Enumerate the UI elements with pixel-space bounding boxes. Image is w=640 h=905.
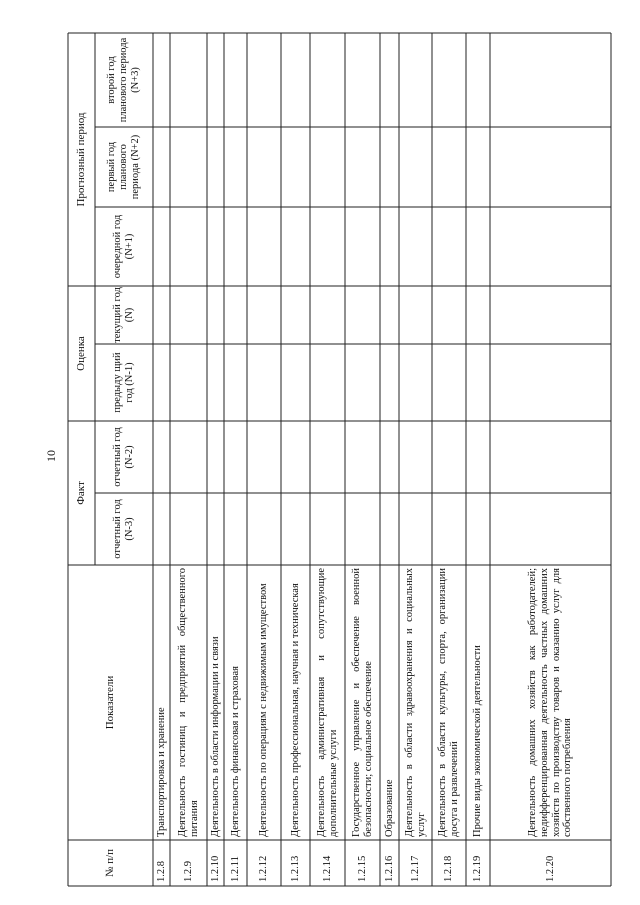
header-estimate: Оценка — [75, 336, 88, 371]
row-label: Деятельность в области информации и связи — [209, 636, 221, 837]
header-number: № п/п — [104, 848, 117, 878]
row-label: Деятельность финансовая и страховая — [229, 666, 241, 837]
row-number: 1.2.13 — [289, 855, 301, 882]
row-label: Деятельность домашних хозяйств как работодателей; недифференцированная деятельность частных домашних хозяйств по производству товаров и оказанию услуг для собственного потребления — [527, 568, 574, 837]
row-label: Деятельность административная и сопутствующие дополнительные услуги — [315, 568, 339, 837]
row-number: 1.2.19 — [472, 855, 484, 882]
row-label: Деятельность гостиниц и предприятий общественного питания — [176, 568, 200, 837]
row-number: 1.2.18 — [443, 855, 455, 882]
row-number: 1.2.8 — [155, 861, 167, 882]
header-fact: Факт — [75, 481, 88, 505]
row-number: 1.2.14 — [321, 855, 333, 882]
header-forecast: Прогнозный период — [75, 112, 88, 207]
header-period-4: текущий год (N) — [112, 287, 135, 343]
header-period-5: очередной год (N+1) — [112, 214, 135, 279]
header-period-6: первый год планового периода (N+2) — [106, 134, 141, 200]
row-number: 1.2.20 — [544, 855, 556, 882]
row-label: Деятельность в области культуры, спорта, организации досуга и развлечений — [437, 568, 460, 837]
row-number: 1.2.9 — [182, 861, 194, 882]
header-period-1: отчетный год (N-3) — [112, 499, 135, 559]
row-label: Прочие виды экономической деятельности — [472, 645, 484, 837]
row-label: Деятельность профессиональная, научная и техническая — [289, 583, 301, 837]
row-number: 1.2.16 — [383, 855, 395, 882]
page-number: 10 — [44, 450, 58, 462]
row-number: 1.2.15 — [356, 855, 368, 882]
row-number: 1.2.10 — [209, 855, 221, 882]
row-number: 1.2.11 — [229, 856, 241, 882]
header-indicators: Показатели — [104, 675, 117, 730]
row-number: 1.2.17 — [409, 855, 421, 882]
header-period-7: второй год планового периода (N+3) — [106, 37, 141, 123]
header-period-2: отчетный год (N-2) — [112, 427, 135, 487]
row-number: 1.2.12 — [258, 855, 270, 882]
row-label: Деятельность в области здравоохранения и социальных услуг — [403, 568, 427, 837]
header-period-3: предыду щий год (N-1) — [112, 352, 135, 413]
row-label: Транспортировка и хранение — [155, 707, 167, 837]
row-label: Образование — [383, 779, 395, 837]
row-label: Государственное управление и обеспечение военной безопасности; социальное обеспечение — [350, 568, 374, 837]
row-label: Деятельность по операциям с недвижимым имуществом — [258, 583, 270, 837]
